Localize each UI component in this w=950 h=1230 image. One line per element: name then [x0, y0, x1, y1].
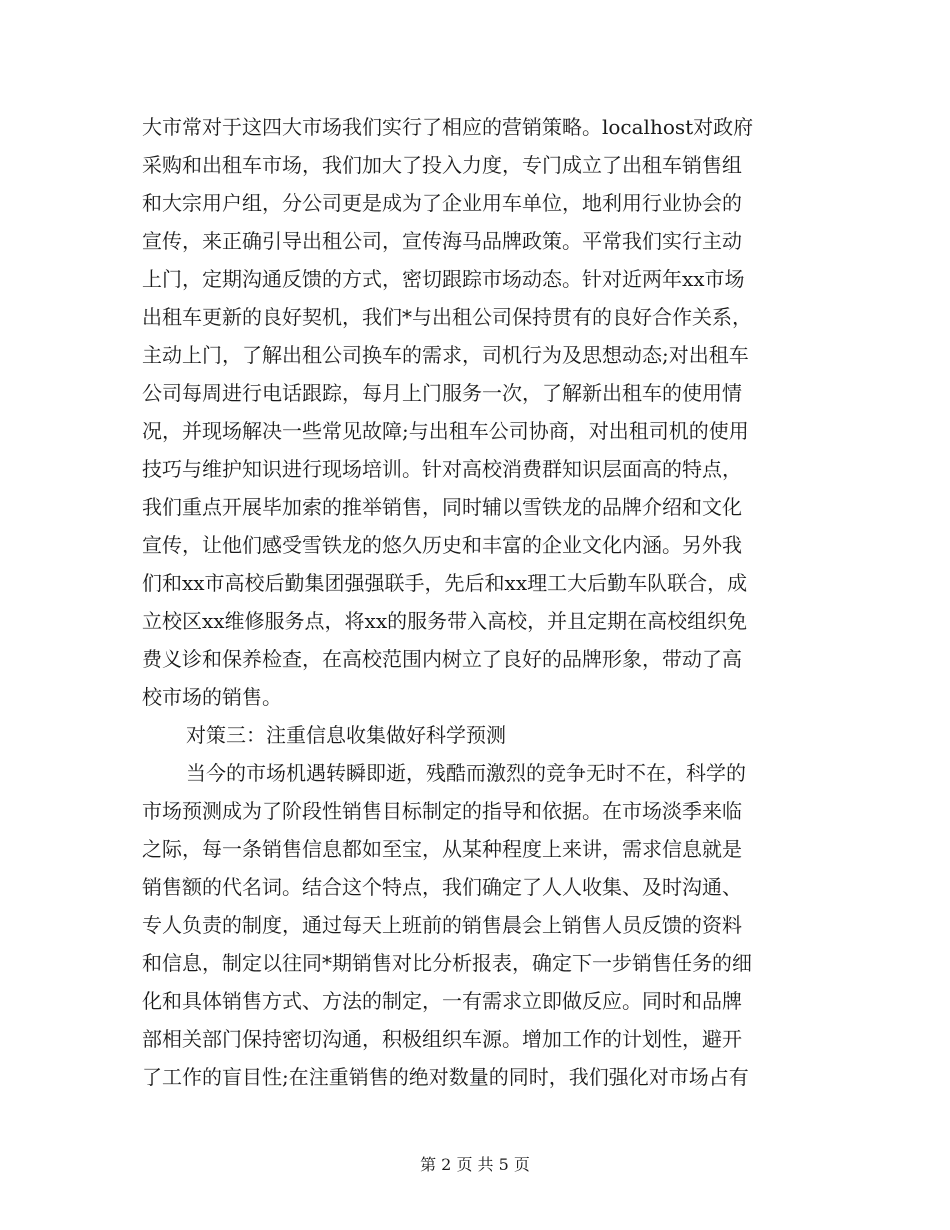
section-heading: 对策三：注重信息收集做好科学预测 [186, 723, 506, 747]
text-line: 和大宗用户组，分公司更是成为了企业用车单位，地利用行业协会的 [142, 191, 742, 215]
text-line: 们和xx市高校后勤集团强强联手，先后和xx理工大后勤车队联合，成 [142, 571, 748, 595]
text-line: 采购和出租车市场，我们加大了投入力度，专门成立了出租车销售组 [142, 153, 742, 177]
text-line: 宣传，让他们感受雪铁龙的悠久历史和丰富的企业文化内涵。另外我 [142, 533, 742, 557]
text-line: 主动上门，了解出租公司换车的需求，司机行为及思想动态;对出租车 [142, 343, 749, 367]
text-line: 费义诊和保养检查，在高校范围内树立了良好的品牌形象，带动了高 [142, 647, 742, 671]
text-line: 上门，定期沟通反馈的方式，密切跟踪市场动态。针对近两年xx市场 [142, 267, 745, 291]
text-line: 校市场的销售。 [142, 685, 282, 709]
text-line: 技巧与维护知识进行现场培训。针对高校消费群知识层面高的特点， [142, 457, 742, 481]
text-line: 当今的市场机遇转瞬即逝，残酷而激烈的竞争无时不在，科学的 [186, 761, 746, 785]
text-line: 了工作的盲目性;在注重销售的绝对数量的同时，我们强化对市场占有 [142, 1065, 749, 1089]
text-line: 我们重点开展毕加索的推举销售，同时辅以雪铁龙的品牌介绍和文化 [142, 495, 742, 519]
text-line: 专人负责的制度，通过每天上班前的销售晨会上销售人员反馈的资料 [142, 913, 742, 937]
text-line: 之际，每一条销售信息都如至宝，从某种程度上来讲，需求信息就是 [142, 837, 742, 861]
page-number-footer: 第 2 页 共 5 页 [420, 1155, 530, 1174]
text-line: 公司每周进行电话跟踪，每月上门服务一次，了解新出租车的使用情 [142, 381, 742, 405]
text-line: 销售额的代名词。结合这个特点，我们确定了人人收集、及时沟通、 [142, 875, 742, 899]
text-line: 况，并现场解决一些常见故障;与出租车公司协商，对出租司机的使用 [142, 419, 749, 443]
text-line: 化和具体销售方式、方法的制定，一有需求立即做反应。同时和品牌 [142, 989, 742, 1013]
text-line: 部相关部门保持密切沟通，积极组织车源。增加工作的计划性，避开 [142, 1027, 742, 1051]
text-line: 市场预测成为了阶段性销售目标制定的指导和依据。在市场淡季来临 [142, 799, 742, 823]
text-line: 大市常对于这四大市场我们实行了相应的营销策略。localhost对政府 [142, 115, 754, 139]
text-line: 和信息，制定以往同*期销售对比分析报表，确定下一步销售任务的细 [142, 951, 752, 975]
text-line: 出租车更新的良好契机，我们*与出租公司保持贯有的良好合作关系， [142, 305, 752, 329]
text-line: 宣传，来正确引导出租公司，宣传海马品牌政策。平常我们实行主动 [142, 229, 742, 253]
document-body [142, 108, 812, 1096]
text-line: 立校区xx维修服务点，将xx的服务带入高校，并且定期在高校组织免 [142, 609, 748, 633]
